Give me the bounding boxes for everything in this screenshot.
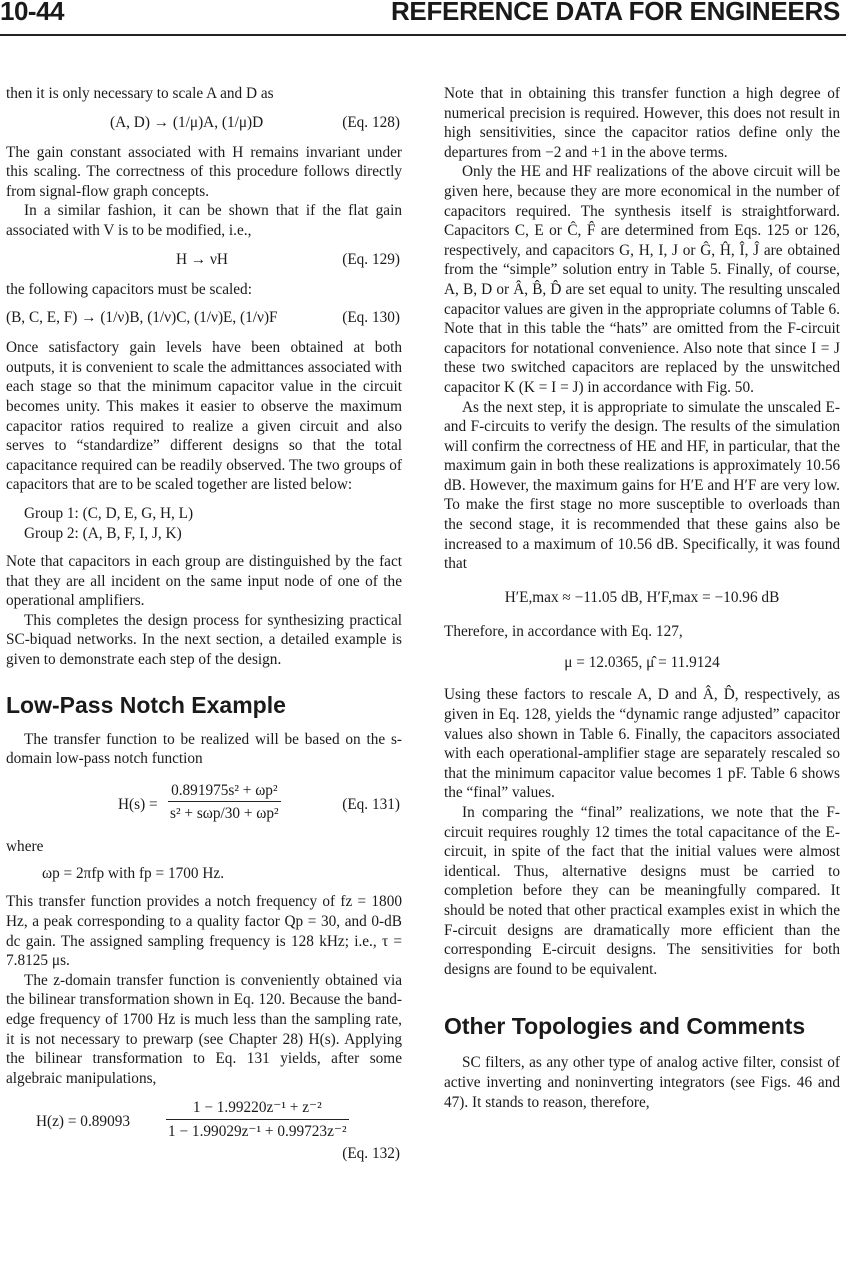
equation-number: (Eq. 129) (342, 250, 400, 268)
fraction-denominator: 1 − 1.99029z⁻¹ + 0.99723z⁻² (168, 1122, 347, 1140)
equation-number: (Eq. 128) (342, 113, 400, 131)
paragraph: As the next step, it is appropriate to simulate the unscaled E- and F-circuits to verify the design. The results of the simulation will confirm the correctness of HE and HF, in particular, that the maximum gain in both these realizations is approximately 10.56 dB. However, the maximum gains for H′E and H′F are very low. To make the first stage no more susceptible to overloads than the second stage, it is recommended that these gains also be increased to a maximum of 10.56 dB. Specifically, it was found that (444, 398, 840, 573)
paragraph: The transfer function to be realized will be based on the s-domain low-pass notch function (6, 730, 402, 768)
equation-body: H → νH (176, 250, 228, 268)
page-header (0, 0, 846, 36)
equation-number: (Eq. 132) (342, 1145, 400, 1163)
paragraph: Note that in obtaining this transfer function a high degree of numerical precision is required. However, this does not result in high sensitivities, since the capacitor ratios define only the departures from −2 and +1 in the above terms. (444, 85, 840, 161)
running-title: REFERENCE DATA FOR ENGINEERS (390, 0, 840, 26)
equation-128 (6, 113, 402, 133)
paragraph: This transfer function provides a notch frequency of fz = 1800 Hz, a peak corresponding to a quality factor Qp = 30, and 0-dB dc gain. The assigned sampling frequency is 128 kHz; i.e., τ = 7.8125 μs. (6, 893, 402, 970)
equation-131 (6, 781, 402, 833)
left-column (6, 84, 402, 1168)
paragraph: In comparing the “final” realizations, we note that the F-circuit requires roughly 12 times the total capacitance of the E-circuit, in spite of the fact that the initial values were almost identical. Thus, alternative designs must be carried to completion before they can be meaningfully compared. It should be noted that other practical examples exist in which the F-circuit designs are dramatically more efficient than the corresponding E-circuit designs. The sensitivities for both designs are found to be equivalent. (444, 804, 840, 978)
equation-body: ωp = 2πfp with fp = 1700 Hz. (42, 865, 225, 883)
fraction-numerator: 1 − 1.99220z⁻¹ + z⁻² (166, 1098, 349, 1120)
right-column (444, 84, 840, 1112)
fraction-denominator: s² + sωp/30 + ωp² (170, 805, 279, 823)
paragraph: the following capacitors must be scaled: (6, 280, 252, 298)
paragraph: Note that capacitors in each group are distinguished by the fact that they are all incident on the same input node of one of the operational amplifiers. (6, 553, 402, 610)
equation-132 (6, 1098, 402, 1164)
equation-fraction (168, 781, 281, 824)
page-number: 10-44 (0, 0, 64, 26)
equation-body: H′E,max ≈ −11.05 dB, H′F,max = −10.96 dB (504, 588, 780, 606)
equation-body: μ = 12.0365, μ̂ = 11.9124 (564, 654, 720, 672)
paragraph: then it is only necessary to scale A and D as (6, 85, 274, 102)
equation-number: (Eq. 131) (342, 795, 400, 813)
equation-fraction (166, 1098, 349, 1141)
wp-definition (6, 864, 402, 884)
section-heading-other-topologies: Other Topologies and Comments (444, 1013, 806, 1040)
paragraph: SC filters, as any other type of analog active filter, consist of active inverting and noninverting integrators (see Figs. 46 and 47). It stands to reason, therefore, (444, 1054, 840, 1111)
fraction-numerator: 0.891975s² + ωp² (168, 781, 281, 803)
paragraph: The gain constant associated with H remains invariant under this scaling. The correctness of this procedure follows directly from signal-flow graph concepts. (6, 143, 402, 200)
equation-mu (444, 653, 840, 673)
paragraph: Using these factors to rescale A, D and Â, D̂, respectively, as given in Eq. 128, yields the “dynamic range adjusted” capacitor values also shown in Table 6. Finally, the capacitors associated with each operational-amplifier stage are separately rescaled so that the minimum capacitor value becomes 1 pF. Table 6 shows the “final” values. (444, 686, 840, 802)
equation-lhs: H(s) = (118, 795, 158, 813)
paragraph: This completes the design process for synthesizing practical SC-biquad networks. In the next section, a detailed example is given to demonstrate each step of the design. (6, 611, 402, 669)
equation-body: (A, D) → (1/μ)A, (1/μ)D (110, 113, 264, 131)
group-2: Group 2: (A, B, F, I, J, K) (24, 524, 182, 542)
paragraph: In a similar fashion, it can be shown that if the flat gain associated with V is to be modified, i.e., (6, 202, 402, 239)
paragraph: where (6, 837, 44, 855)
equation-lhs: H(z) = 0.89093 (36, 1113, 131, 1131)
section-heading-low-pass-notch: Low-Pass Notch Example (6, 691, 286, 718)
group-1: Group 1: (C, D, E, G, H, L) (24, 504, 194, 522)
equation-129 (6, 250, 402, 270)
paragraph: Only the HE and HF realizations of the above circuit will be given here, because they are more economical in the number of capacitors required. The synthesis itself is straightforward. Capacitors C, E or Ĉ, F̂ are determined from Eqs. 125 or 126, respectively, and capacitors G, H, I, J or Ĝ, Ĥ, Î, Ĵ are obtained from the “simple” solution entry in Table 5. Finally, of course, A, B, D or Â, B̂, D̂ are set equal to unity. The resulting unscaled capacitor values are given in the appropriate columns of Table 6. Note that in this table the “hats” are omitted from the F-circuit capacitors for notational convenience. Also note that since I = J these two switched capacitors are replaced by the unswitched capacitor K (K = I = J) in accordance with Fig. 50. (444, 163, 840, 396)
equation-max-gain (444, 588, 840, 608)
paragraph: Therefore, in accordance with Eq. 127, (444, 622, 683, 640)
paragraph: The z-domain transfer function is conveniently obtained via the bilinear transformation shown in Eq. 120. Because the band-edge frequency of 1700 Hz is much less than the sampling rate, it is not necessary to prewarp (see Chapter 28) H(s). Applying the bilinear transformation to Eq. 131 yields, after some algebraic manipulations, (6, 971, 402, 1087)
equation-130 (6, 308, 402, 328)
equation-body: (B, C, E, F) → (1/ν)B, (1/ν)C, (1/ν)E, (1/ν)F (6, 309, 278, 327)
paragraph: Once satisfactory gain levels have been obtained at both outputs, it is convenient to scale the admittances associated with each stage so that the minimum capacitor value in the circuit becomes unity. This makes it easier to observe the maximum capacitor ratios required to realize a given circuit and also serves to “standardize” different designs so that the total capacitance required can be readily observed. The two groups of capacitors that are to be scaled together are listed below: (6, 339, 402, 494)
equation-number: (Eq. 130) (342, 309, 400, 327)
capacitor-groups (6, 504, 402, 543)
